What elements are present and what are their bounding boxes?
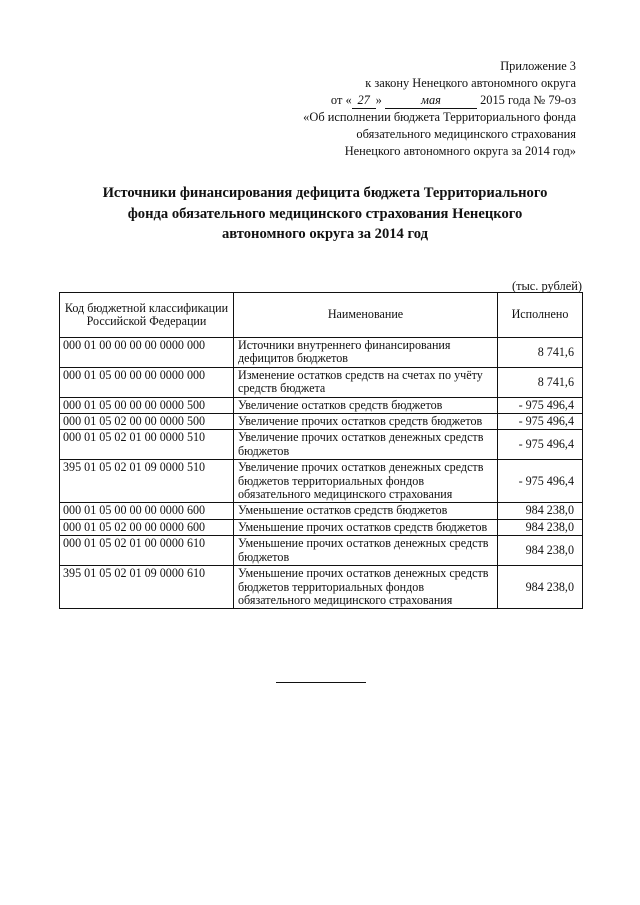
table-row [60,430,583,460]
row-value: 984 238,0 [498,536,583,566]
row-code: 395 01 05 02 01 09 0000 610 [60,566,234,609]
row-code: 395 01 05 02 01 09 0000 510 [60,460,234,503]
row-value: 984 238,0 [498,503,583,519]
row-code: 000 01 05 00 00 00 0000 000 [60,367,234,397]
law-reference: к закону Ненецкого автономного округа [365,75,576,90]
header-code: Код бюджетной классификации Российской Федерации [60,293,234,338]
row-code: 000 01 05 00 00 00 0000 500 [60,397,234,413]
law-year-number: 2015 года № 79-оз [480,92,576,107]
unit-label: (тыс. рублей) [511,279,582,293]
row-name: Уменьшение прочих остатков средств бюджетов [234,519,498,535]
table-row [60,503,583,519]
row-value: - 975 496,4 [498,397,583,413]
row-value: - 975 496,4 [498,460,583,503]
table-row [60,367,583,397]
table-row [60,519,583,535]
row-code: 000 01 00 00 00 00 0000 000 [60,338,234,368]
table-row [60,414,583,430]
law-title-line-2: обязательного медицинского страхования [356,127,576,142]
row-code: 000 01 05 02 00 00 0000 500 [60,414,234,430]
row-value: 984 238,0 [498,519,583,535]
handwritten-day: 27 [352,92,376,110]
row-value: 8 741,6 [498,367,583,397]
row-value: 8 741,6 [498,338,583,368]
law-title-line-3: Ненецкого автономного округа за 2014 год» [344,143,576,158]
header-name: Наименование [234,293,498,338]
law-date-line: от « 27 » мая 2015 года № 79-оз [196,92,576,110]
row-value: - 975 496,4 [498,414,583,430]
row-name: Источники внутреннего финансирования дефицитов бюджетов [234,338,498,368]
row-value: 984 238,0 [498,566,583,609]
table-row [60,536,583,566]
row-code: 000 01 05 02 01 00 0000 610 [60,536,234,566]
row-code: 000 01 05 02 00 00 0000 600 [60,519,234,535]
appendix-label: Приложение 3 [500,59,576,73]
row-code: 000 01 05 02 01 00 0000 510 [60,430,234,460]
row-name: Увеличение прочих остатков средств бюджетов [234,414,498,430]
row-name: Уменьшение прочих остатков денежных средств бюджетов [234,536,498,566]
row-name: Увеличение прочих остатков денежных средств бюджетов [234,430,498,460]
table-row [60,397,583,413]
row-value: - 975 496,4 [498,430,583,460]
document-title: Источники финансирования дефицита бюджета Территориального фонда обязательного медицинского страхования Ненецкого автономного округа за 2014 год [102,185,548,242]
row-name: Увеличение прочих остатков денежных средств бюджетов территориальных фондов обязательного медицинского страхования [234,460,498,503]
document-header [196,58,576,160]
row-name: Уменьшение остатков средств бюджетов [234,503,498,519]
row-name: Увеличение остатков средств бюджетов [234,397,498,413]
law-title-line-1: «Об исполнении бюджета Территориального фонда [303,110,576,125]
table-row [60,338,583,368]
row-name: Изменение остатков средств на счетах по учёту средств бюджета [234,367,498,397]
handwritten-month: мая [385,92,477,110]
row-code: 000 01 05 00 00 00 0000 600 [60,503,234,519]
table-header-row [60,293,583,338]
table-row [60,460,583,503]
end-divider [276,682,366,683]
table-row [60,566,583,609]
row-name: Уменьшение прочих остатков денежных средств бюджетов территориальных фондов обязательного медицинского страхования [234,566,498,609]
financing-sources-table [59,292,583,609]
header-executed: Исполнено [498,293,583,338]
